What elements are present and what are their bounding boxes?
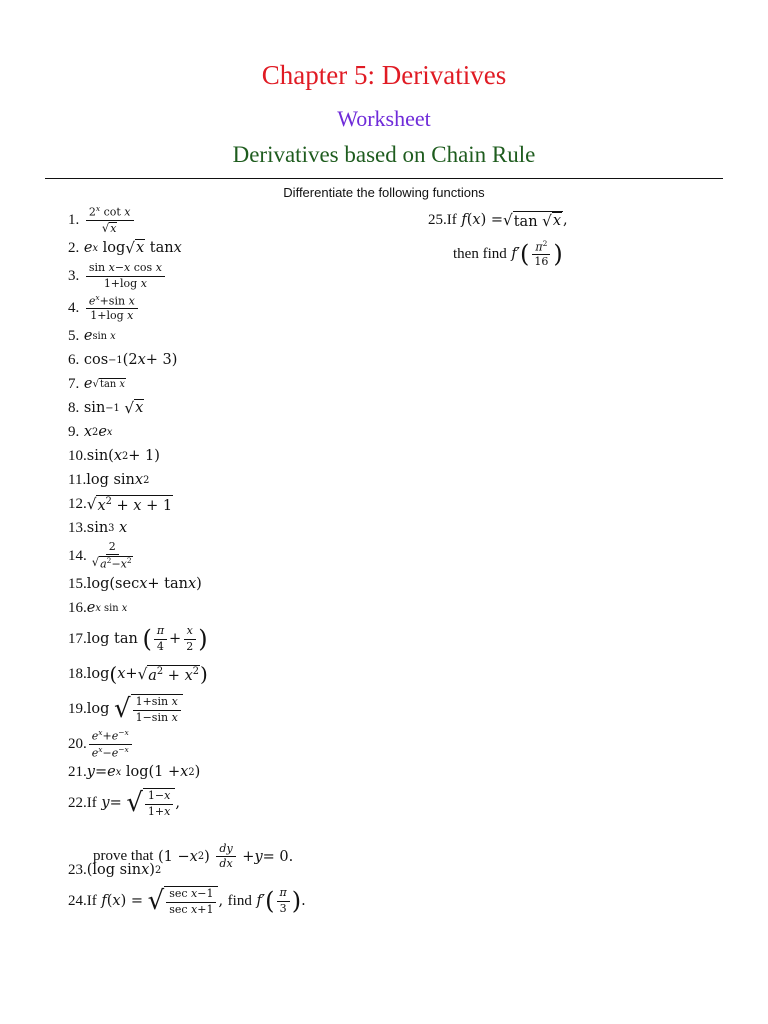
problem-24: 24. If f ( x ) = √ $\frac{\text{sec x−1}}{\text{sec x+1}}$ , find f ′ ( $\frac{\pi}{3}$ ) . (68, 886, 306, 916)
worksheet-subtitle: Worksheet (337, 106, 431, 131)
problem-list (68, 204, 428, 920)
problem-7: 7. e √ tan x (68, 375, 125, 392)
problem-21: 21. y = e x log(1 + x 2 ) (68, 763, 201, 780)
problem-2: 2. e x log √ x tan x (68, 239, 182, 257)
instruction-text: Differentiate the following functions (283, 185, 485, 200)
problem-15: 15. log(sec x + tan x ) (68, 575, 202, 592)
problem-10: 10. sin( x 2 + 1) (68, 447, 160, 464)
problem-18: 18. log ( x + √ $a^2 + x^2$ ) (68, 662, 208, 686)
chapter-title: Chapter 5: Derivatives (261, 60, 507, 90)
problem-20: 20. $\frac{e^x+e^{-x}}{e^x-e^{-x}}$ (68, 728, 428, 760)
problem-23: 23. (log sin x ) 2 (68, 861, 162, 878)
problem-9: 9. x 2 e x (68, 423, 113, 440)
problem-6: 6. cos −1 (2 x + 3) (68, 351, 178, 368)
problem-25: 25. If f ( x ) = √ tan √ x , then find f ′ ( $\frac{\pi^2}{16}$ ) (428, 210, 568, 269)
problem-8: 8. sin −1 √ x (68, 399, 144, 417)
problem-4: 4. $\frac{e^x+\sin x}{\text{1+log x}}$ (68, 292, 428, 324)
problem-16: 16. e x sin x (68, 599, 128, 616)
problem-22: 22. If y = √ $\frac{1-x}{1+x}$ , (68, 788, 180, 818)
problem-22-prove: prove that (1 − x 2 ) $\frac{dy}{dx}$ + y = 0. (93, 842, 294, 871)
problem-11: 11. log sin x 2 (68, 471, 150, 488)
problem-3: 3. $\frac{\text{sin x−x cos x}}{\text{1+log x}}$ (68, 260, 428, 292)
section-heading: Derivatives based on Chain Rule (232, 142, 536, 167)
problem-12: 12. √ $x^2 + x + 1$ (68, 494, 173, 514)
problem-17: 17. log tan ( $\frac{\pi}{4}$ + $\frac{x}{2}$ ) (68, 624, 208, 653)
problem-1: 1. 2$^x$ cot x √ x (68, 204, 428, 236)
divider-line (45, 178, 723, 179)
problem-5: 5. e sin x (68, 327, 116, 344)
problem-14: 14. 2 √ $a^2-x^2$ (68, 540, 132, 571)
problem-13: 13. sin 3 x (68, 519, 128, 536)
problem-19: 19. log √ $\frac{\text{1+sin x}}{\text{1−sin x}}$ (68, 690, 428, 728)
